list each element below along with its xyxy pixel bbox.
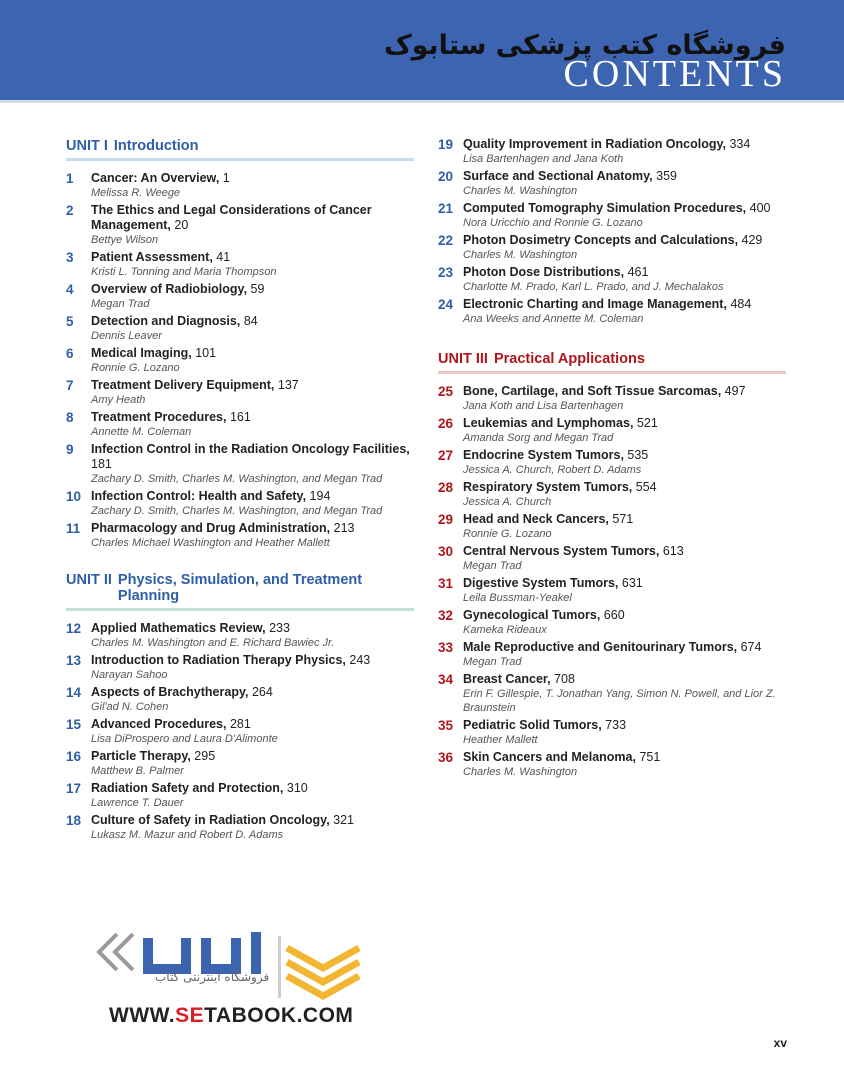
chapter-number: 8 (66, 410, 74, 425)
chapter-page: 535 (627, 448, 649, 462)
chapter-body (91, 250, 414, 279)
chapter-body (91, 781, 414, 810)
chapter-title: Male Reproductive and Genitourinary Tumors, (463, 640, 738, 654)
chapter-title-line (91, 621, 414, 636)
chapter-number: 36 (438, 750, 454, 765)
chapter-page: 41 (216, 250, 231, 264)
store-tagline: فروشگاه اینترنتی کتاب (155, 970, 270, 984)
chapter-page: 521 (636, 416, 658, 430)
chapter-body (463, 750, 786, 779)
store-banner: فروشگاه کتب پزشکی ستابوک (383, 30, 786, 61)
chapter-authors: Melissa R. Weege (91, 187, 181, 199)
chapter-body (91, 813, 414, 842)
chapter-title: Culture of Safety in Radiation Oncology, (91, 813, 330, 827)
chapter-title: Particle Therapy, (91, 749, 191, 763)
chapter-number: 11 (66, 521, 81, 536)
chapter-body (91, 314, 414, 343)
chapter-entry[interactable] (438, 750, 786, 779)
chapter-number: 28 (438, 480, 454, 495)
chapter-entry[interactable] (438, 640, 786, 669)
chapter-title-line (91, 282, 414, 297)
chapter-title: Medical Imaging, (91, 346, 192, 360)
chapter-number: 22 (438, 233, 454, 248)
chapter-number: 33 (438, 640, 454, 655)
chapter-entry[interactable] (66, 489, 414, 518)
chapter-list (66, 171, 414, 550)
chapter-number: 25 (438, 384, 454, 399)
chapter-title-line (91, 442, 414, 472)
chapter-number: 29 (438, 512, 454, 527)
chapter-title: Pharmacology and Drug Administration, (91, 521, 331, 535)
chapter-title: Treatment Procedures, (91, 410, 227, 424)
chapter-title-line (91, 171, 414, 186)
chapter-page: 295 (194, 749, 216, 763)
chapter-page: 233 (269, 621, 290, 635)
chapter-authors: Leila Bussman-Yeakel (463, 592, 572, 604)
header-band (0, 0, 844, 103)
chapter-title-line (91, 685, 414, 700)
chapter-authors: Zachary D. Smith, Charles M. Washington, and Megan Trad (91, 505, 383, 517)
chapter-entry[interactable] (438, 608, 786, 637)
chapter-body (91, 442, 414, 486)
chapter-body (91, 203, 414, 247)
chapter-title-line (463, 640, 786, 655)
chevron-icon (99, 934, 133, 970)
chapter-title: Treatment Delivery Equipment, (91, 378, 275, 392)
chapter-entry[interactable] (438, 169, 786, 198)
chapter-entry[interactable] (66, 282, 414, 311)
chapter-entry[interactable] (66, 813, 414, 842)
chapter-title-line (91, 346, 414, 361)
chapter-title: Endocrine System Tumors, (463, 448, 624, 462)
chapter-page: 429 (741, 233, 763, 247)
page-number: xv (773, 1036, 787, 1050)
chapter-number: 23 (438, 265, 454, 280)
chapter-title: Respiratory System Tumors, (463, 480, 633, 494)
chapter-body (463, 169, 786, 198)
chapter-page: 84 (243, 314, 258, 328)
chapter-title-line (463, 233, 786, 248)
chapter-entry[interactable] (438, 201, 786, 230)
chapter-number: 13 (66, 653, 82, 668)
chapter-entry[interactable] (66, 442, 414, 486)
gold-chevrons-icon (287, 948, 359, 996)
chapter-number: 6 (66, 346, 74, 361)
chapter-title-line (91, 521, 414, 536)
chapter-title: Patient Assessment, (91, 250, 213, 264)
chapter-title-line (463, 512, 786, 527)
chapter-title-line (91, 250, 414, 265)
chapter-entry[interactable] (438, 544, 786, 573)
chapter-title: Surface and Sectional Anatomy, (463, 169, 653, 183)
chapter-page: 708 (554, 672, 575, 686)
chapter-entry[interactable] (66, 685, 414, 714)
chapter-number: 32 (438, 608, 454, 623)
chapter-page: 59 (250, 282, 265, 296)
chapter-title: Radiation Safety and Protection, (91, 781, 284, 795)
chapter-body (91, 621, 414, 650)
chapter-number: 4 (66, 282, 74, 297)
chapter-authors: Narayan Sahoo (91, 669, 168, 681)
unit-heading (66, 572, 414, 611)
chapter-entry[interactable] (438, 512, 786, 541)
chapter-body (463, 640, 786, 669)
chapter-title: Skin Cancers and Melanoma, (463, 750, 636, 764)
chapter-entry[interactable] (438, 297, 786, 326)
chapter-title: Photon Dose Distributions, (463, 265, 625, 279)
chapter-number: 10 (66, 489, 82, 504)
chapter-list (66, 621, 414, 842)
chapter-title: Pediatric Solid Tumors, (463, 718, 602, 732)
unit-title: Practical Applications (493, 351, 645, 367)
chapter-authors: Dennis Leaver (91, 330, 162, 342)
chapter-page: 194 (309, 489, 331, 503)
chapter-body (463, 608, 786, 637)
chapter-authors: Jessica A. Church (463, 496, 552, 508)
chapter-title: Leukemias and Lymphomas, (463, 416, 634, 430)
chapter-body (91, 282, 414, 311)
chapter-page: 1 (222, 171, 230, 185)
chapter-page: 321 (333, 813, 355, 827)
chapter-entry[interactable] (66, 410, 414, 439)
chapter-number: 26 (438, 416, 454, 431)
chapter-page: 674 (740, 640, 762, 654)
chapter-authors: Megan Trad (91, 298, 150, 310)
chapter-number: 7 (66, 378, 74, 393)
chapter-number: 27 (438, 448, 454, 463)
chapter-body (91, 410, 414, 439)
chapter-list (438, 137, 786, 326)
chapter-authors: Lisa DiProspero and Laura D'Alimonte (91, 733, 278, 745)
chapter-title: Overview of Radiobiology, (91, 282, 248, 296)
chapter-body (91, 685, 414, 714)
chapter-title-line (463, 750, 786, 765)
unit-title: Physics, Simulation, and Treatment Planning (117, 572, 363, 604)
chapter-title-line (91, 203, 414, 233)
chapter-entry[interactable] (438, 416, 786, 445)
chapter-title: Detection and Diagnosis, (91, 314, 241, 328)
chapter-page: 213 (333, 521, 355, 535)
chapter-authors: Matthew B. Palmer (91, 765, 184, 777)
chapter-entry[interactable] (66, 781, 414, 810)
chapter-body (463, 512, 786, 541)
chapter-authors: Charles M. Washington (463, 185, 578, 197)
chapter-entry[interactable] (66, 346, 414, 375)
chapter-number: 19 (438, 137, 454, 152)
chapter-title-line (463, 576, 786, 591)
setabook-logo-mark (95, 928, 365, 1003)
chapter-authors: Jana Koth and Lisa Bartenhagen (463, 400, 624, 412)
chapter-entry[interactable] (66, 749, 414, 778)
chapter-authors: Charles M. Washington (463, 766, 578, 778)
chapter-authors: Charles M. Washington and E. Richard Bawiec Jr. (91, 637, 335, 649)
chapter-entry[interactable] (66, 521, 414, 550)
chapter-title-line (91, 813, 414, 828)
chapter-title-line (91, 781, 414, 796)
chapter-entry[interactable] (66, 653, 414, 682)
chapter-authors: Erin F. Gillespie, T. Jonathan Yang, Simon N. Powell, and Lior Z. Braunstein (463, 688, 776, 714)
chapter-entry[interactable] (66, 378, 414, 407)
chapter-authors: Lisa Bartenhagen and Jana Koth (463, 153, 624, 165)
chapter-number: 5 (66, 314, 74, 329)
chapter-body (91, 378, 414, 407)
unit-heading (438, 351, 786, 374)
chapter-entry[interactable] (66, 314, 414, 343)
setabook-logo[interactable] (95, 928, 365, 1028)
chapter-body (463, 384, 786, 413)
chapter-title-line (463, 265, 786, 280)
unit-title: Introduction (113, 138, 199, 154)
chapter-number: 12 (66, 621, 82, 636)
chapter-title: Bone, Cartilage, and Soft Tissue Sarcomas, (463, 384, 722, 398)
unit-number: UNIT III (438, 351, 488, 367)
chapter-number: 21 (438, 201, 454, 216)
logo-divider (278, 936, 281, 998)
chapter-entry[interactable] (66, 250, 414, 279)
chapter-page: 264 (251, 685, 273, 699)
chapter-authors: Kristi L. Tonning and Maria Thompson (91, 266, 277, 278)
chapter-page: 484 (730, 297, 752, 311)
chapter-body (463, 718, 786, 747)
chapter-title: Infection Control: Health and Safety, (91, 489, 307, 503)
chapter-authors: Annette M. Coleman (91, 426, 192, 438)
chapter-body (463, 297, 786, 326)
site-accent: SE (175, 1004, 205, 1027)
chapter-page: 359 (656, 169, 677, 183)
chapter-list (438, 384, 786, 779)
chapter-number: 3 (66, 250, 74, 265)
chapter-entry[interactable] (66, 717, 414, 746)
chapter-title: Applied Mathematics Review, (91, 621, 266, 635)
chapter-body (463, 416, 786, 445)
chapter-authors: Lawrence T. Dauer (91, 797, 184, 809)
chapter-authors: Amy Heath (91, 394, 146, 406)
chapter-title: Computed Tomography Simulation Procedures, (463, 201, 747, 215)
chapter-number: 18 (66, 813, 82, 828)
site-prefix: WWW. (109, 1004, 176, 1027)
chapter-number: 9 (66, 442, 74, 457)
chapter-authors: Charlotte M. Prado, Karl L. Prado, and J. Mechalakos (463, 281, 724, 293)
chapter-authors: Amanda Sorg and Megan Trad (463, 432, 614, 444)
chapter-title: Gynecological Tumors, (463, 608, 601, 622)
chapter-body (463, 544, 786, 573)
chapter-title-line (463, 416, 786, 431)
chapter-page: 613 (662, 544, 684, 558)
chapter-page: 243 (349, 653, 371, 667)
chapter-title-line (91, 410, 414, 425)
chapter-title-line (463, 608, 786, 623)
website-link[interactable] (109, 1004, 353, 1028)
chapter-title: Cancer: An Overview, (91, 171, 220, 185)
chapter-title-line (91, 314, 414, 329)
site-rest: TABOOK.COM (204, 1004, 354, 1027)
page-title: CONTENTS (563, 53, 786, 95)
chapter-number: 15 (66, 717, 82, 732)
chapter-number: 24 (438, 297, 454, 312)
chapter-number: 35 (438, 718, 454, 733)
chapter-title: Central Nervous System Tumors, (463, 544, 660, 558)
chapter-title-line (91, 378, 414, 393)
unit-number: UNIT II (66, 572, 112, 588)
chapter-entry[interactable] (438, 384, 786, 413)
chapter-title: Photon Dosimetry Concepts and Calculations, (463, 233, 739, 247)
chapter-authors: Zachary D. Smith, Charles M. Washington, and Megan Trad (91, 473, 383, 485)
chapter-title: Aspects of Brachytherapy, (91, 685, 249, 699)
chapter-number: 31 (438, 576, 454, 591)
chapter-page: 137 (277, 378, 299, 392)
chapter-title-line (463, 544, 786, 559)
chapter-number: 20 (438, 169, 454, 184)
chapter-page: 181 (91, 457, 112, 471)
chapter-body (91, 521, 414, 550)
chapter-title-line (463, 297, 786, 312)
chapter-number: 14 (66, 685, 82, 700)
chapter-body (463, 448, 786, 477)
chapter-title-line (463, 672, 786, 687)
chapter-entry[interactable] (438, 233, 786, 262)
chapter-entry[interactable] (438, 137, 786, 166)
chapter-title: Digestive System Tumors, (463, 576, 619, 590)
chapter-body (463, 137, 786, 166)
chapter-title-line (91, 749, 414, 764)
chapter-title-line (463, 384, 786, 399)
chapter-title: Quality Improvement in Radiation Oncology, (463, 137, 726, 151)
chapter-authors: Lukasz M. Mazur and Robert D. Adams (91, 829, 284, 841)
chapter-number: 17 (66, 781, 82, 796)
chapter-page: 20 (174, 218, 189, 232)
chapter-body (463, 233, 786, 262)
chapter-page: 101 (195, 346, 217, 360)
chapter-authors: Megan Trad (463, 656, 522, 668)
chapter-title-line (463, 480, 786, 495)
chapter-page: 334 (729, 137, 751, 151)
chapter-authors: Megan Trad (463, 560, 522, 572)
chapter-page: 554 (635, 480, 657, 494)
chapter-body (463, 265, 786, 294)
chapter-title: Breast Cancer, (463, 672, 551, 686)
chapter-authors: Nora Uricchio and Ronnie G. Lozano (463, 217, 643, 229)
unit-heading (66, 138, 414, 161)
chapter-authors: Bettye Wilson (91, 234, 159, 246)
chapter-number: 30 (438, 544, 454, 559)
chapter-authors: Gil'ad N. Cohen (91, 701, 169, 713)
chapter-body (463, 201, 786, 230)
chapter-number: 16 (66, 749, 82, 764)
chapter-body (91, 346, 414, 375)
unit-number: UNIT I (66, 138, 108, 154)
chapter-page: 571 (612, 512, 634, 526)
chapter-entry[interactable] (438, 672, 786, 715)
chapter-title-line (463, 137, 786, 152)
chapter-entry[interactable] (438, 480, 786, 509)
chapter-page: 733 (605, 718, 627, 732)
chapter-title: Infection Control in the Radiation Oncology Facilities, (91, 442, 410, 456)
chapter-page: 631 (621, 576, 643, 590)
chapter-authors: Ronnie G. Lozano (463, 528, 552, 540)
chapter-authors: Charles M. Washington (463, 249, 578, 261)
chapter-page: 497 (724, 384, 746, 398)
chapter-title: Advanced Procedures, (91, 717, 227, 731)
chapter-title-line (91, 489, 414, 504)
chapter-page: 461 (627, 265, 649, 279)
chapter-entry[interactable] (438, 448, 786, 477)
chapter-title-line (463, 201, 786, 216)
chapter-title: Head and Neck Cancers, (463, 512, 609, 526)
chapter-title: Electronic Charting and Image Management, (463, 297, 727, 311)
chapter-page: 400 (749, 201, 771, 215)
chapter-entry[interactable] (66, 203, 414, 247)
chapter-body (91, 717, 414, 746)
right-column (438, 137, 786, 782)
chapter-entry[interactable] (66, 171, 414, 200)
chapter-authors: Heather Mallett (463, 734, 538, 746)
chapter-body (91, 653, 414, 682)
chapter-authors: Ronnie G. Lozano (91, 362, 180, 374)
chapter-title: The Ethics and Legal Considerations of Cancer Management, (91, 203, 372, 232)
chapter-body (463, 480, 786, 509)
chapter-entry[interactable] (438, 718, 786, 747)
chapter-title-line (463, 169, 786, 184)
chapter-number: 34 (438, 672, 454, 687)
chapter-authors: Kameka Rideaux (463, 624, 547, 636)
chapter-title-line (463, 448, 786, 463)
chapter-title-line (91, 653, 414, 668)
chapter-body (91, 171, 414, 200)
chapter-title: Introduction to Radiation Therapy Physics, (91, 653, 346, 667)
chapter-page: 281 (229, 717, 251, 731)
chapter-entry[interactable] (438, 265, 786, 294)
chapter-authors: Ana Weeks and Annette M. Coleman (463, 313, 644, 325)
chapter-body (463, 672, 786, 715)
chapter-authors: Jessica A. Church, Robert D. Adams (463, 464, 642, 476)
chapter-authors: Charles Michael Washington and Heather Mallett (91, 537, 330, 549)
chapter-title-line (91, 717, 414, 732)
left-column (66, 138, 414, 845)
chapter-page: 660 (603, 608, 625, 622)
logo-letterform-icon (143, 932, 261, 974)
chapter-entry[interactable] (66, 621, 414, 650)
chapter-page: 161 (229, 410, 251, 424)
chapter-page: 310 (286, 781, 308, 795)
chapter-number: 2 (66, 203, 74, 218)
chapter-body (91, 749, 414, 778)
chapter-body (91, 489, 414, 518)
chapter-number: 1 (66, 171, 74, 186)
chapter-title-line (463, 718, 786, 733)
chapter-entry[interactable] (438, 576, 786, 605)
chapter-body (463, 576, 786, 605)
chapter-page: 751 (639, 750, 661, 764)
